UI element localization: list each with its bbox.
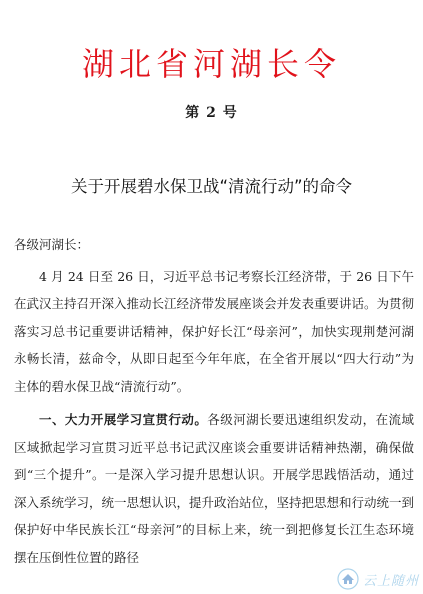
paragraph-1: 4 月 24 日至 26 日，习近平总书记考察长江经济带，于 26 日下午在武汉主持召开深入推动长江经济带发展座谈会并发表重要讲话。为贯彻落实习总书记重要讲话精神，保护好长江“母亲河”，加快实现荆楚河湖永畅长清，兹命令，从即日起至今年年底，在全省开展以“四大行动”为主体的碧水保卫战“清流行动”。 xyxy=(14,268,415,394)
salutation: 各级河湖长： xyxy=(14,237,90,252)
paragraph-2-text: 各级河湖长要迅速组织发动，在流域区域掀起学习宣贯习近平总书记武汉座谈会重要讲话精神热潮，确保做到“三个提升”。一是深入学习提升思想认识。开展学思践悟活动，通过深入系统学习，统一思想认识，提升政治站位，坚持把思想和行动统一到保护好中华民族长江“母亲河”的目标上来，统一到把修复长江生态环境摆在压倒性位置的路径 xyxy=(14,412,415,565)
paragraph-2-heading: 一、大力开展学习宣贯行动。 xyxy=(39,412,208,427)
document-subject: 关于开展碧水保卫战“清流行动”的命令 xyxy=(70,177,353,196)
document-number: 第 2 号 xyxy=(185,105,238,121)
paragraph-2 xyxy=(14,406,414,571)
document-body xyxy=(14,231,414,571)
house-logo-icon xyxy=(337,568,359,590)
watermark xyxy=(337,568,419,590)
watermark-text: 云上随州 xyxy=(362,573,419,589)
document-title: 湖北省河湖长令 xyxy=(81,45,341,83)
